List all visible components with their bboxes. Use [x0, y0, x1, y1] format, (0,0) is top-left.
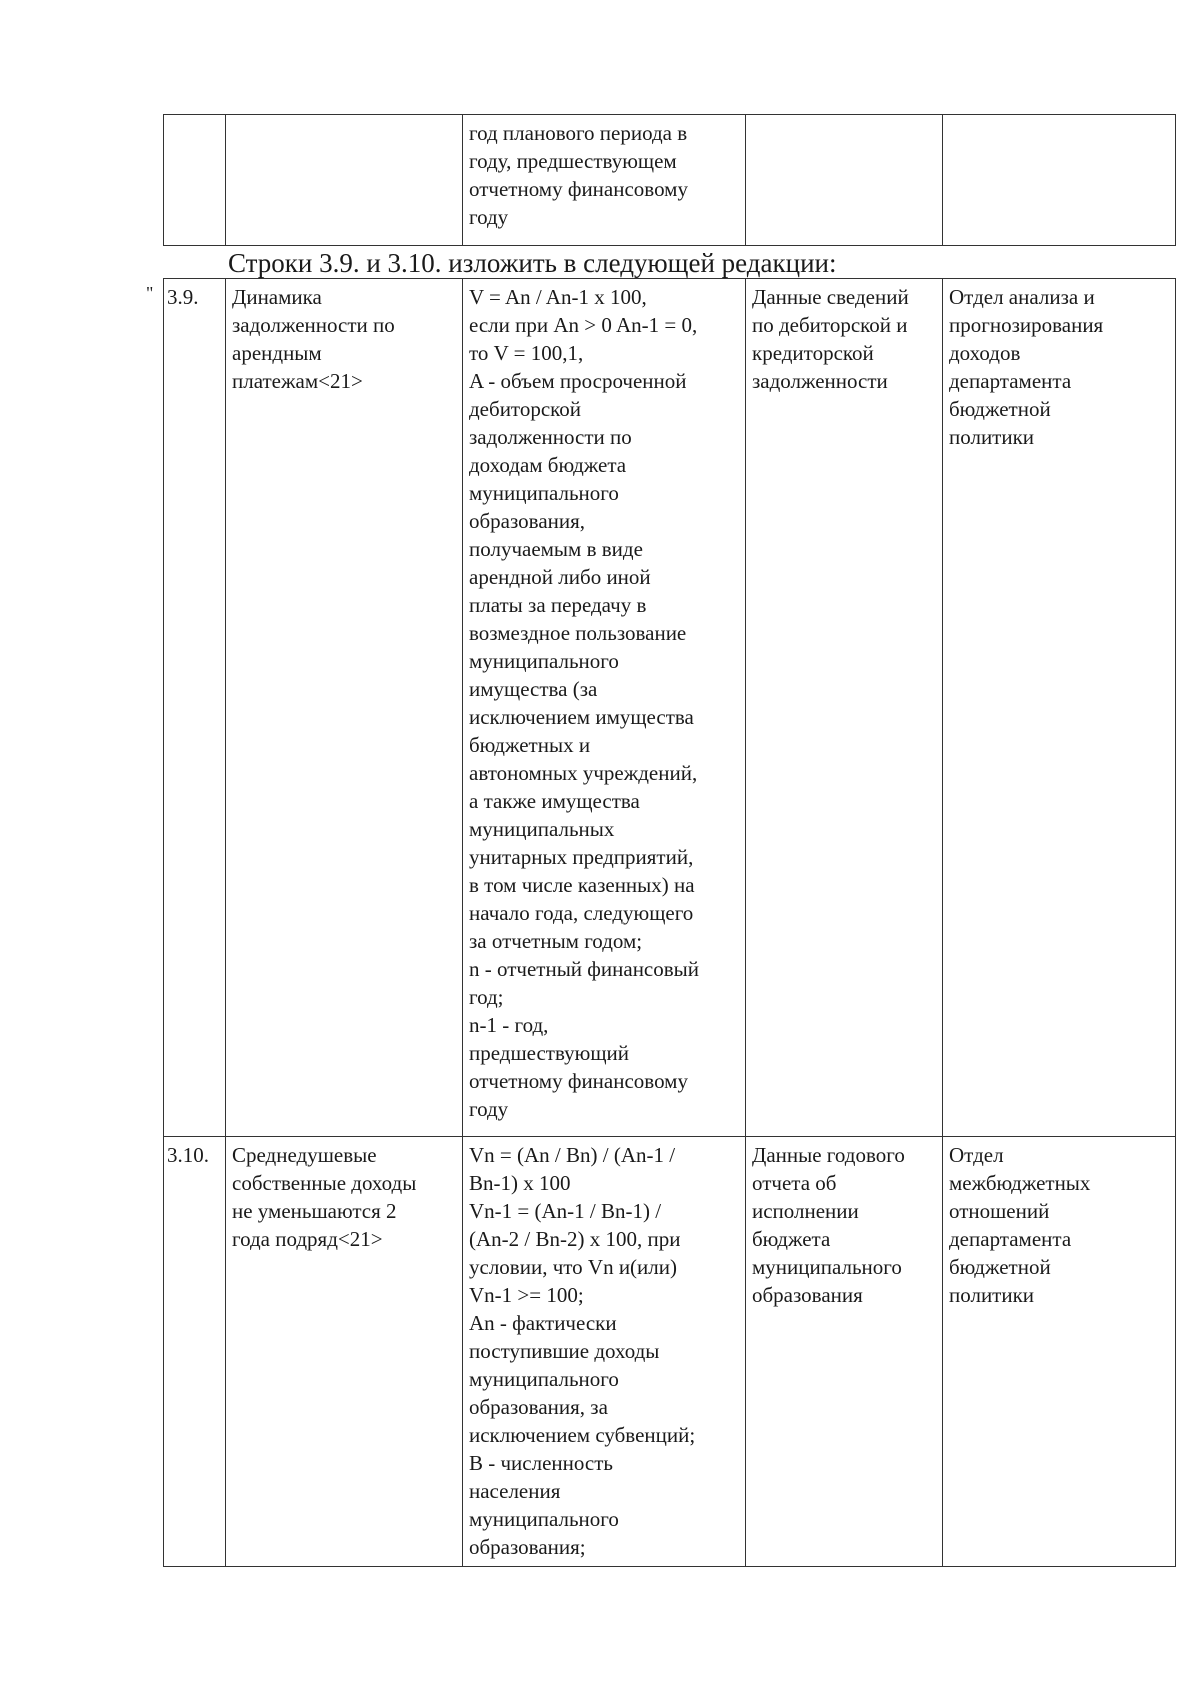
cell-formula: V = An / An-1 x 100, если при An > 0 An-1 = 0, то V = 100,1, A - объем просроченной дебиторской задолженности по доходам бюджета муниципального образования, получаемым в виде арендной либо иной платы за передачу в возмездное пользование муниципального имущества (за исключением имущества бюджетных и автономных учреждений, а также имущества муниципальных унитарных предприятий, в том числе казенных) на начало года, следующего за отчетным годом; n - отчетный финансовый год; n-1 - год, предшествующий отчетному финансовому году: [463, 279, 746, 1137]
cell-responsible: [943, 115, 1176, 246]
cell-number: [164, 115, 226, 246]
cell-formula: Vn = (An / Bn) / (An-1 / Bn-1) x 100 Vn-1 = (An-1 / Bn-1) / (An-2 / Bn-2) x 100, при условии, что Vn и(или) Vn-1 >= 100; An - фактически поступившие доходы муниципального образования, за исключением субвенций; B - численность населения муниципального образования;: [463, 1137, 746, 1567]
opening-quote: ": [146, 283, 154, 303]
indicators-table: [163, 278, 1176, 1567]
cell-responsible: Отдел межбюджетных отношений департамента бюджетной политики: [943, 1137, 1176, 1567]
cell-indicator: Динамика задолженности по арендным платежам<21>: [226, 279, 463, 1137]
cell-source: Данные годового отчета об исполнении бюджета муниципального образования: [746, 1137, 943, 1567]
amendment-heading: Строки 3.9. и 3.10. изложить в следующей редакции:: [228, 248, 837, 278]
cell-number: 3.10.: [164, 1137, 226, 1567]
cell-indicator: [226, 115, 463, 246]
table-row: [164, 279, 1176, 1137]
cell-formula: год планового периода в году, предшествующем отчетному финансовому году: [463, 115, 746, 246]
cell-responsible: Отдел анализа и прогнозирования доходов департамента бюджетной политики: [943, 279, 1176, 1137]
continuation-table: [163, 114, 1176, 246]
cell-number: 3.9.: [164, 279, 226, 1137]
table-row: [164, 1137, 1176, 1567]
cell-source: [746, 115, 943, 246]
table-row: [164, 115, 1176, 246]
cell-source: Данные сведений по дебиторской и кредиторской задолженности: [746, 279, 943, 1137]
cell-indicator: Среднедушевые собственные доходы не уменьшаются 2 года подряд<21>: [226, 1137, 463, 1567]
